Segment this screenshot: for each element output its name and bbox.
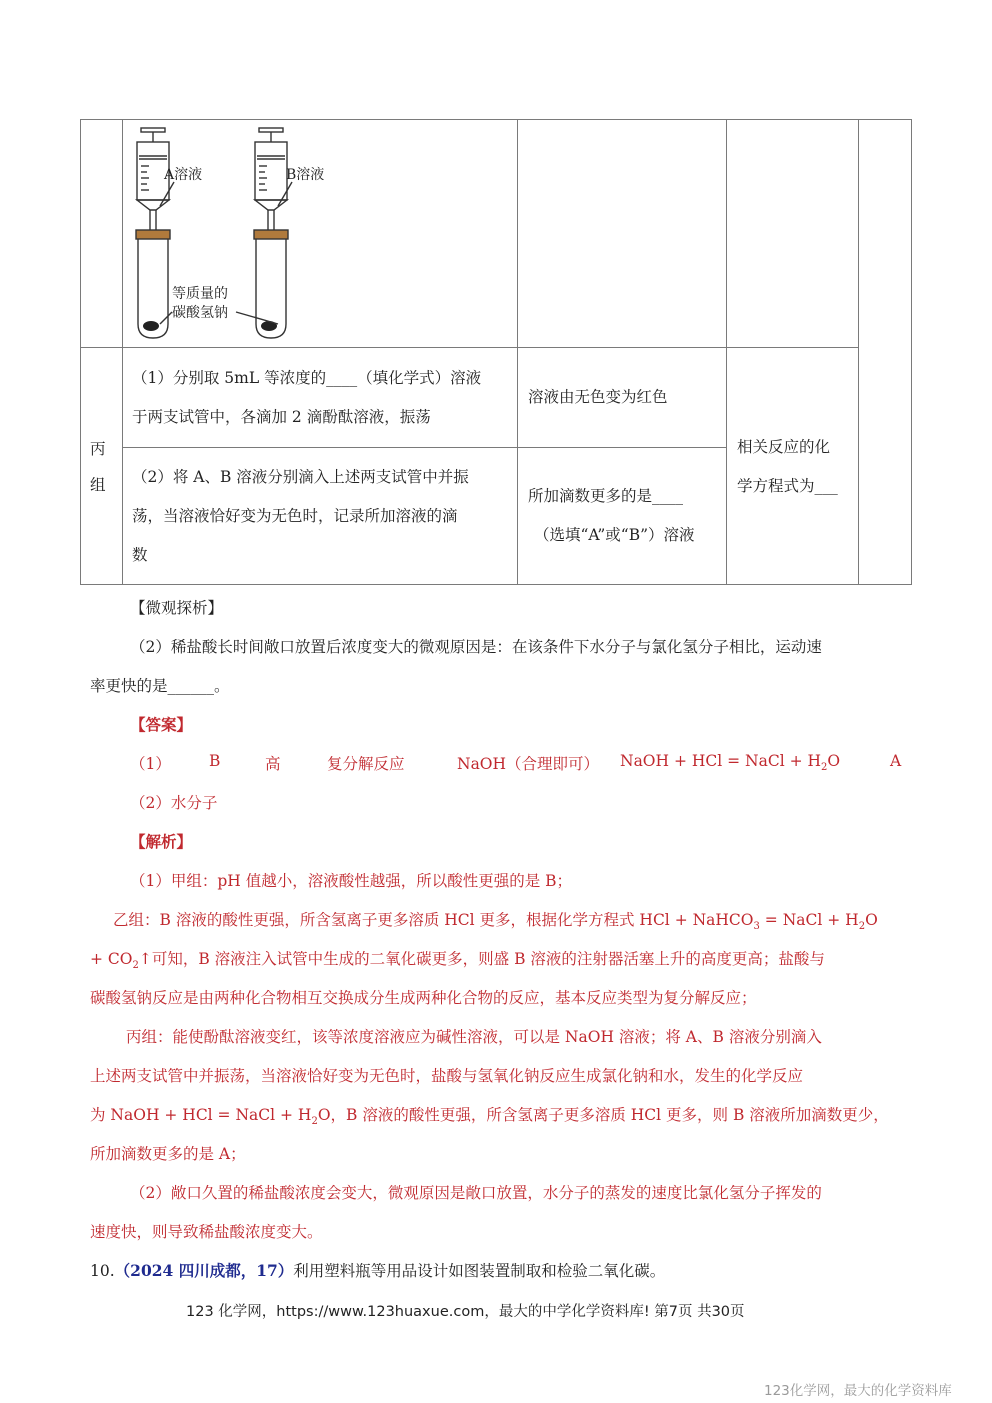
conclusion-line2: 学方程式为___: [737, 477, 838, 495]
watermark: 123化学网，最大的化学资料库: [764, 1383, 952, 1399]
next-question: [90, 1259, 665, 1281]
answer-1-b: B: [209, 752, 221, 770]
step1-line1: （1）分别取 5mL 等浓度的____（填化学式）溶液: [132, 369, 482, 387]
question-text: 利用塑料瓶等用品设计如图装置制取和检验二氧化碳。: [293, 1262, 666, 1280]
label-a-solution: A溶液: [164, 167, 203, 183]
step2-result-line2: （选填“A”或“B”）溶液: [534, 526, 695, 544]
answer-1-reaction-type: 复分解反应: [327, 755, 405, 773]
group-label-2: 组: [90, 476, 106, 494]
answer-heading: 【答案】: [130, 715, 193, 734]
step1-result: 溶液由无色变为红色: [528, 388, 668, 406]
micro-question-line2: 率更快的是______。: [90, 677, 230, 695]
answer-1-equation: NaOH + HCl = NaCl + $H_2O$: [620, 752, 841, 774]
micro-question-line1: （2）稀盐酸长时间敞口放置后浓度变大的微观原因是：在该条件下水分子与氯化氢分子相比，运动速: [130, 638, 822, 656]
analysis-p2-line2: + $CO_2↑$可知，B 溶液注入试管中生成的二氧化碳更多，则盛 B 溶液的注射器活塞上升的高度更高；盐酸与: [90, 950, 825, 972]
step2-line3: 数: [132, 546, 148, 564]
note-line-2: 碳酸氢钠: [172, 305, 228, 321]
analysis-p1: （1）甲组：pH 值越小，溶液酸性越强，所以酸性更强的是 B；: [130, 872, 573, 890]
answer-row-2: （2）水分子: [130, 794, 218, 812]
conclusion-line1: 相关反应的化: [737, 438, 831, 456]
analysis-p3-line3: 为 NaOH + HCl = NaCl + $H_2O$，B 溶液的酸性更强，所含氢离子更多溶质 HCl 更多，则 B 溶液所加滴数更少，: [90, 1106, 889, 1128]
analysis-p4-line1: （2）敞口久置的稀盐酸浓度会变大，微观原因是敞口放置，水分子的蒸发的速度比氯化氢分子挥发的: [130, 1184, 822, 1202]
syringe-test-tube-figure: [126, 126, 376, 341]
analysis-p3-line1: 丙组：能使酚酞溶液变红，该等浓度溶液应为碱性溶液，可以是 NaOH 溶液；将 A、B 溶液分别滴入: [126, 1028, 822, 1046]
answer-1-naoh: NaOH（合理即可）: [457, 755, 600, 773]
analysis-p3-line4: 所加滴数更多的是 A；: [90, 1145, 246, 1163]
label-b-solution: B溶液: [286, 167, 325, 183]
analysis-p2-line1: 乙组：B 溶液的酸性更强，所含氢离子更多溶质 HCl 更多，根据化学方程式 HCl + NaHCO$_3$ = NaCl + $H_2O$: [113, 911, 878, 933]
step2-result-line1: 所加滴数更多的是____: [528, 487, 684, 505]
analysis-p4-line2: 速度快，则导致稀盐酸浓度变大。: [90, 1223, 323, 1241]
analysis-heading: 【解析】: [130, 832, 193, 851]
note-line-1: 等质量的: [172, 286, 228, 302]
step1-line2: 于两支试管中，各滴加 2 滴酚酞溶液，振荡: [132, 408, 431, 426]
analysis-p2-line3: 碳酸氢钠反应是由两种化合物相互交换成分生成两种化合物的反应，基本反应类型为复分解反应；: [90, 989, 757, 1007]
answer-1-label: （1）: [130, 755, 171, 773]
page-footer: 123 化学网，https://www.123huaxue.com，最大的中学化学资料库! 第7页 共30页: [186, 1304, 745, 1320]
group-label-1: 丙: [90, 440, 106, 458]
analysis-p3-line2: 上述两支试管中并振荡，当溶液恰好变为无色时，盐酸与氢氧化钠反应生成氯化钠和水，发生的化学反应: [90, 1067, 804, 1085]
question-source: （2024 四川成都，17）: [114, 1261, 294, 1280]
question-number: 10.: [90, 1262, 115, 1280]
answer-1-high: 高: [265, 755, 281, 773]
step2-line1: （2）将 A、B 溶液分别滴入上述两支试管中并振: [132, 468, 469, 486]
step2-line2: 荡，当溶液恰好变为无色时，记录所加溶液的滴: [132, 507, 458, 525]
answer-1-a: A: [890, 752, 902, 770]
micro-heading: 【微观探析】: [130, 599, 224, 617]
